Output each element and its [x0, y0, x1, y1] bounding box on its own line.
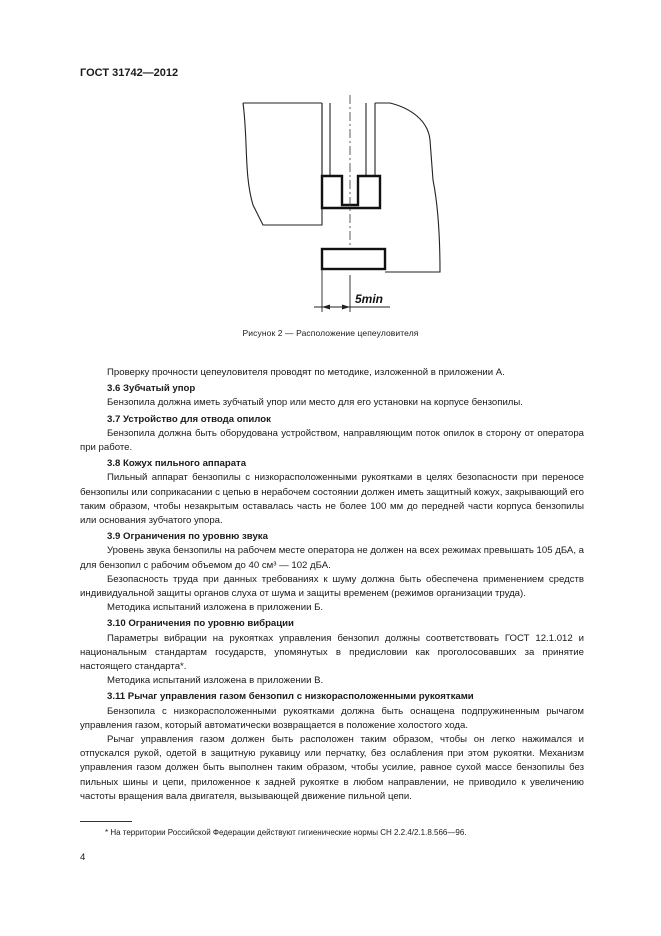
figure-caption: Рисунок 2 — Расположение цепеуловителя	[242, 328, 419, 338]
body-text	[80, 366, 584, 804]
footnote-rule	[80, 821, 132, 822]
paragraph: Уровень звука бензопилы на рабочем месте оператора не должен на всех режимах превышать 105 дБА, а для бензопил с рабочим объемом до 40 см³ — 102 дБА.	[80, 545, 584, 571]
paragraph: Рычаг управления газом должен быть расположен таким образом, чтобы он легко нажимался и отпускался рукой, одетой в защитную рукавицу или перчатку, без ослабления при этом рукоятки. Механизм управления газом должен быть выполнен таким образом, чтобы усилие, равное сухой массе бензопилы без пильных шины и цепи, приложенное к задней рукоятке в любом направлении, не приводило к увеличению частоты вращения вала двигателя, вызывающей движение пильной цепи.	[80, 734, 584, 802]
section-heading: 3.11 Рычаг управления газом бензопил с низкорасположенными рукоятками	[107, 691, 474, 703]
paragraph: Бензопила должна иметь зубчатый упор или место для его установки на корпусе бензопилы.	[107, 397, 523, 409]
section-heading: 3.8 Кожух пильного аппарата	[107, 458, 247, 470]
page-number: 4	[80, 852, 86, 863]
paragraph: Бензопила с низкорасположенными рукоятками должна быть оснащена подпружиненным рычагом управления газом, который автоматически возвращается в положение холостого хода.	[80, 705, 584, 731]
footnote: * На территории Российской Федерации действуют гигиенические нормы СН 2.2.4/2.1.8.566—96.	[105, 828, 467, 837]
section-heading: 3.10 Ограничения по уровню вибрации	[107, 618, 294, 630]
paragraph: Параметры вибрации на рукоятках управления бензопил должны соответствовать ГОСТ 12.1.012 и национальным стандартам государств, упомянутых в предисловии как проголосовавших за принятие настоящего стандарта*.	[80, 632, 584, 673]
paragraph: Бензопила должна быть оборудована устройством, направляющим поток опилок в сторону от оператора при работе.	[80, 427, 584, 454]
chain-catcher-drawing	[0, 0, 661, 330]
paragraph: Проверку прочности цепеуловителя проводят по методике, изложенной в приложении А.	[107, 367, 505, 378]
dimension-arrow-right	[342, 305, 350, 310]
paragraph: Методика испытаний изложена в приложении Б.	[107, 602, 324, 614]
paragraph: Безопасность труда при данных требованиях к шуму должна быть обеспечена применением средств индивидуальной защиты органов слуха от шума и защиты временем (режимов организации труда).	[80, 573, 584, 600]
catcher-u-shape	[322, 176, 380, 208]
paragraph: Методика испытаний изложена в приложении В.	[107, 675, 324, 687]
section-heading: 3.6 Зубчатый упор	[107, 383, 196, 395]
right-body-outline	[375, 103, 440, 272]
dimension-label: 5min	[355, 292, 384, 306]
section-heading: 3.7 Устройство для отвода опилок	[107, 413, 271, 425]
document-header: ГОСТ 31742—2012	[80, 67, 179, 79]
left-body-broken-edge	[243, 103, 322, 225]
paragraph: Пильный аппарат бензопилы с низкорасположенными рукоятками в целях безопасности при переносе бензопилы или соприкасании с цепью в нерабочем состоянии должен иметь защитный кожух, закрывающий его таким образом, чтобы незакрытым оставалась часть не более 100 мм до передней части корпуса бензопилы или основания зубчатого упора.	[80, 472, 584, 527]
dimension-arrow-left	[322, 305, 330, 310]
section-heading: 3.9 Ограничения по уровню звука	[107, 531, 268, 543]
chain-catcher-bar	[322, 249, 385, 269]
